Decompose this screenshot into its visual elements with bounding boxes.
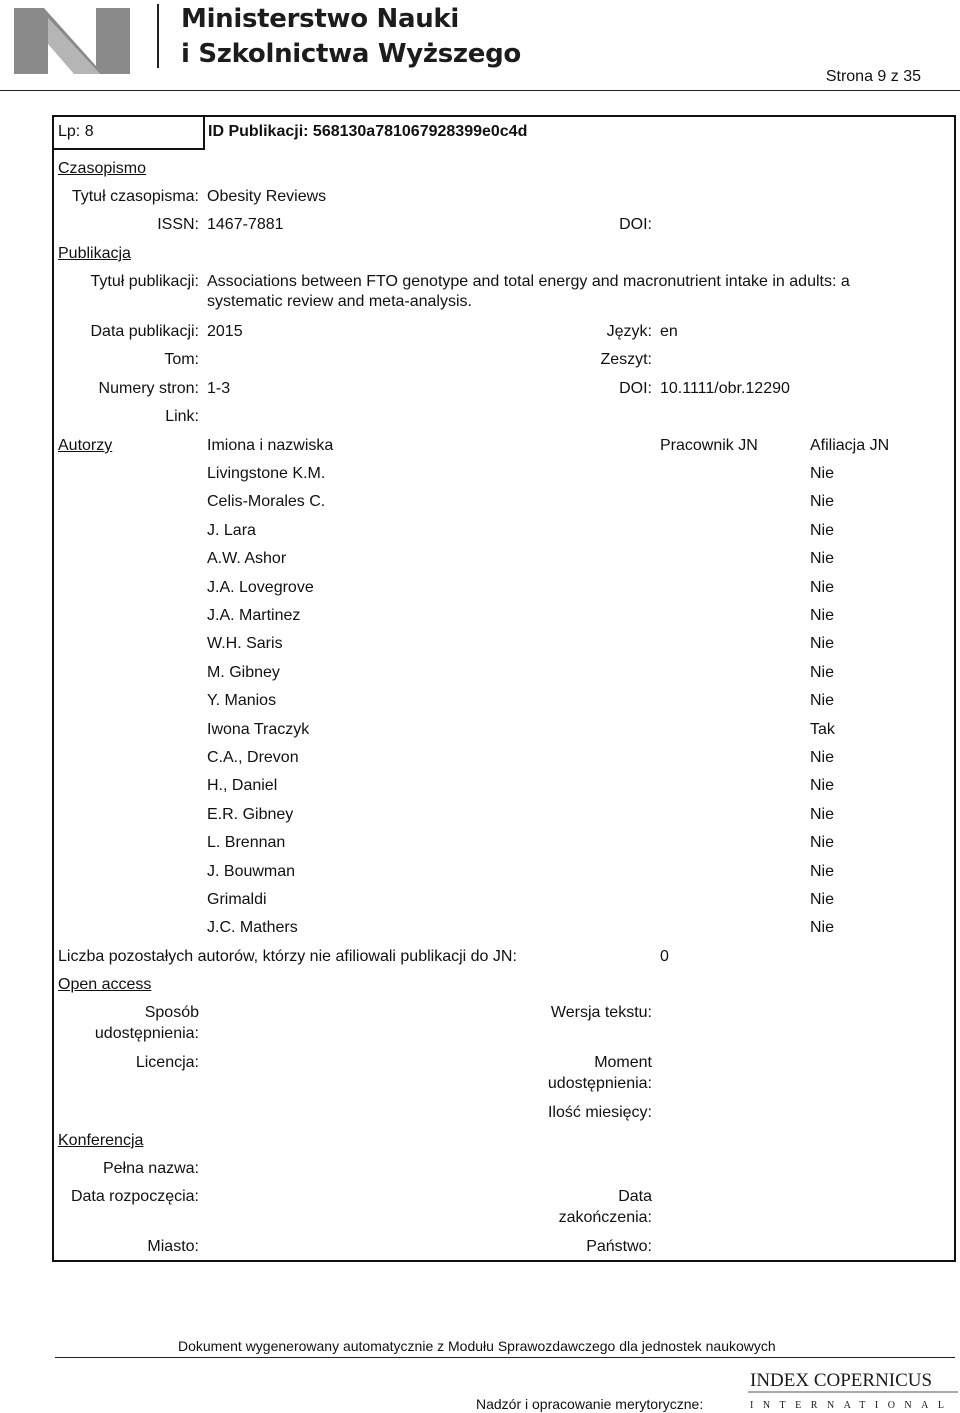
conf-start-label: Data rozpoczęcia: <box>70 1188 199 1205</box>
footer-supervision: Nadzór i opracowanie merytoryczne: <box>476 1396 704 1412</box>
footer-generated: Dokument wygenerowany automatycznie z Modułu Sprawozdawczego dla jednostek naukowych <box>178 1338 776 1354</box>
remaining-authors-label: Liczba pozostałych autorów, którzy nie afiliowali publikacji do JN: <box>58 948 517 965</box>
ministry-name-line2: i Szkolnictwa Wyższego <box>181 39 521 69</box>
authors-col-employee: Pracownik JN <box>660 437 758 454</box>
pub-tom-label: Tom: <box>164 351 199 368</box>
author-affiliation: Nie <box>810 579 835 596</box>
pub-title-label: Tytuł publikacji: <box>90 273 199 290</box>
oa-sposob-line1: Sposób <box>144 1004 199 1021</box>
author-affiliation: Nie <box>810 607 835 624</box>
page-indicator: Strona 9 z 35 <box>825 68 921 85</box>
pub-doi-value: 10.1111/obr.12290 <box>660 380 790 397</box>
author-name: Iwona Traczyk <box>207 721 310 738</box>
section-open-access: Open access <box>58 976 152 993</box>
authors-col-names: Imiona i nazwiska <box>207 437 334 454</box>
conf-end-line2: zakończenia: <box>558 1209 652 1226</box>
author-affiliation: Nie <box>810 749 835 766</box>
header-rule <box>0 90 960 91</box>
author-name: Grimaldi <box>207 891 267 908</box>
record-lp: Lp: 8 <box>58 123 94 140</box>
record-id: ID Publikacji: 568130a781067928399e0c4d <box>208 123 528 140</box>
author-name: L. Brennan <box>207 834 286 851</box>
authors-col-affiliation: Afiliacja JN <box>810 437 890 454</box>
author-name: J. Bouwman <box>207 863 296 880</box>
issn-label: ISSN: <box>157 216 199 233</box>
author-affiliation: Nie <box>810 664 835 681</box>
journal-doi-label: DOI: <box>619 216 652 233</box>
section-konferencja: Konferencja <box>58 1132 144 1149</box>
pub-zeszyt-label: Zeszyt: <box>600 351 652 368</box>
journal-title-value: Obesity Reviews <box>207 188 327 205</box>
author-affiliation: Nie <box>810 863 835 880</box>
pub-lang-value: en <box>660 323 678 340</box>
author-affiliation: Nie <box>810 806 835 823</box>
conf-end-line1: Data <box>618 1188 652 1205</box>
author-affiliation: Nie <box>810 891 835 908</box>
author-affiliation: Nie <box>810 777 835 794</box>
oa-moment-line2: udostępnienia: <box>547 1075 652 1092</box>
pub-date-value: 2015 <box>207 323 243 340</box>
author-name: M. Gibney <box>207 664 280 681</box>
author-name: J. Lara <box>207 522 256 539</box>
pub-pages-value: 1-3 <box>207 380 231 397</box>
header-divider <box>157 4 159 68</box>
author-affiliation: Nie <box>810 522 835 539</box>
author-name: C.A., Drevon <box>207 749 299 766</box>
index-copernicus-logo <box>748 1362 958 1412</box>
author-name: W.H. Saris <box>207 635 283 652</box>
author-name: A.W. Ashor <box>207 550 287 567</box>
ministry-name-line1: Ministerstwo Nauki <box>181 4 460 34</box>
author-affiliation: Nie <box>810 834 835 851</box>
pub-link-label: Link: <box>165 408 199 425</box>
author-affiliation: Tak <box>810 721 835 738</box>
section-publikacja: Publikacja <box>58 245 131 262</box>
pub-title-line1: Associations between FTO genotype and total energy and macronutrient intake in adults: a <box>207 273 850 290</box>
conf-country-label: Państwo: <box>586 1238 652 1255</box>
ic-logo-sub: INTERNATIONAL <box>750 1400 954 1411</box>
ic-logo-name: INDEX COPERNICUS <box>750 1370 933 1391</box>
author-name: Livingstone K.M. <box>207 465 326 482</box>
journal-title-label: Tytuł czasopisma: <box>71 188 199 205</box>
ministry-logo-icon <box>14 8 134 74</box>
pub-doi-label: DOI: <box>619 380 652 397</box>
pub-lang-label: Język: <box>606 323 652 340</box>
author-affiliation: Nie <box>810 692 835 709</box>
oa-licencja-label: Licencja: <box>135 1054 199 1071</box>
author-name: H., Daniel <box>207 777 278 794</box>
conf-city-label: Miasto: <box>147 1238 199 1255</box>
author-name: J.A. Lovegrove <box>207 579 314 596</box>
pub-pages-label: Numery stron: <box>98 380 199 397</box>
author-affiliation: Nie <box>810 550 835 567</box>
author-affiliation: Nie <box>810 919 835 936</box>
author-name: J.A. Martinez <box>207 607 301 624</box>
author-name: Celis-Morales C. <box>207 493 326 510</box>
author-affiliation: Nie <box>810 493 835 510</box>
section-autorzy: Autorzy <box>58 437 113 454</box>
footer-rule <box>55 1357 955 1358</box>
author-name: J.C. Mathers <box>207 919 298 936</box>
section-czasopismo: Czasopismo <box>58 160 147 177</box>
oa-moment-line1: Moment <box>594 1054 652 1071</box>
remaining-authors-value: 0 <box>660 948 669 965</box>
conf-name-label: Pełna nazwa: <box>102 1160 199 1177</box>
issn-value: 1467-7881 <box>207 216 284 233</box>
oa-ilosc-label: Ilość miesięcy: <box>547 1104 652 1121</box>
oa-sposob-line2: udostępnienia: <box>94 1025 199 1042</box>
author-name: E.R. Gibney <box>207 806 294 823</box>
pub-title-line2: systematic review and meta-analysis. <box>207 293 472 310</box>
author-affiliation: Nie <box>810 635 835 652</box>
author-affiliation: Nie <box>810 465 835 482</box>
author-name: Y. Manios <box>207 692 277 709</box>
pub-date-label: Data publikacji: <box>90 323 199 340</box>
oa-wersja-label: Wersja tekstu: <box>550 1004 652 1021</box>
